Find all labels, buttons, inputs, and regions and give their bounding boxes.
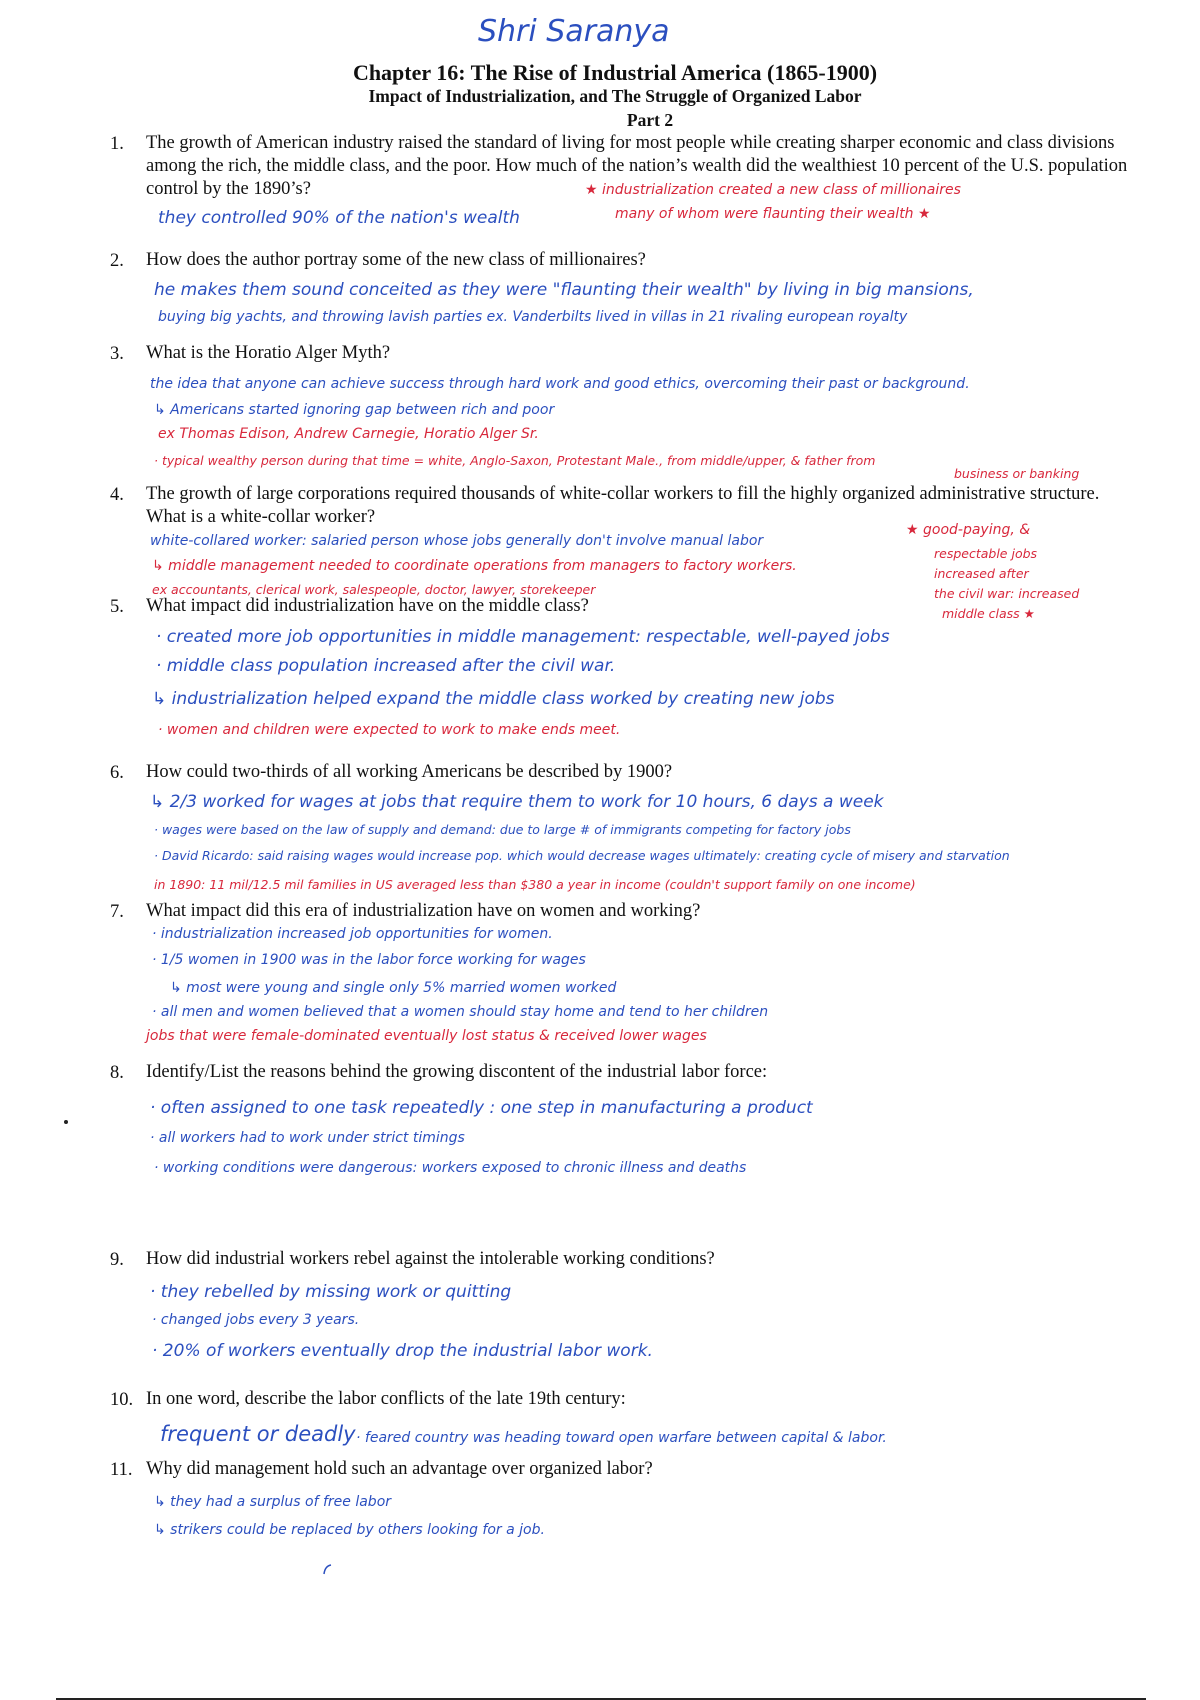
question-number: 6. (110, 763, 124, 783)
answer-line: · all men and women believed that a women should stay home and tend to her children (152, 1004, 769, 1020)
side-note: increased after (934, 566, 1029, 581)
answer-line: they controlled 90% of the nation's wealth (158, 208, 520, 228)
side-note: middle class ★ (942, 606, 1035, 621)
answer-line: he makes them sound conceited as they were "flaunting their wealth" by living in big mansions, (154, 280, 974, 300)
answer-line: · typical wealthy person during that time = white, Anglo-Saxon, Protestant Male., from middle/upper, & father from (154, 453, 876, 468)
student-name: Shri Saranya (478, 14, 670, 49)
answer-line: · industrialization increased job opportunities for women. (152, 926, 553, 942)
question-text: What is the Horatio Alger Myth? (146, 343, 391, 363)
answer-line: buying big yachts, and throwing lavish parties ex. Vanderbilts lived in villas in 21 rivaling european royalty (158, 309, 908, 325)
question-number: 2. (110, 251, 124, 271)
answer-line: ex Thomas Edison, Andrew Carnegie, Horatio Alger Sr. (158, 426, 539, 442)
question-text: How could two-thirds of all working Americans be described by 1900? (146, 762, 673, 782)
question-number: 1. (110, 134, 124, 154)
answer-line: · wages were based on the law of supply and demand: due to large # of immigrants competing for factory jobs (154, 822, 851, 837)
question-text: In one word, describe the labor conflicts of the late 19th century: (146, 1389, 626, 1409)
answer-line: · David Ricardo: said raising wages would increase pop. which would decrease wages ultimately: creating cycle of misery and starvation (154, 848, 1010, 863)
question-text: Why did management hold such an advantage over organized labor? (146, 1459, 653, 1479)
part-label: Part 2 (626, 110, 674, 130)
answer-line: ↳ most were young and single only 5% married women worked (170, 980, 617, 996)
side-note: many of whom were flaunting their wealth ★ (615, 206, 931, 222)
chapter-title: Chapter 16: The Rise of Industrial America (1865-1900) (352, 60, 878, 85)
answer-line: · 20% of workers eventually drop the industrial labor work. (152, 1341, 653, 1361)
answer-line: · all workers had to work under strict timings (150, 1130, 465, 1146)
question-number: 7. (110, 902, 124, 922)
answer-line: ↳ 2/3 worked for wages at jobs that require them to work for 10 hours, 6 days a week (150, 792, 884, 812)
question-text: The growth of American industry raised the standard of living for most people while creating sharper economic and class divisions among the rich, the middle class, and the poor. How much of the nation’s wealth did the wealthiest 10 percent of the U.S. population control by the 1890’s? (146, 133, 1128, 199)
answer-line: · 1/5 women in 1900 was in the labor force working for wages (152, 952, 586, 968)
answer-line: · they rebelled by missing work or quitting (150, 1282, 512, 1302)
question-number: 10. (110, 1390, 134, 1410)
stray-pen-mark (322, 1562, 334, 1576)
answer-line: · created more job opportunities in middle management: respectable, well-payed jobs (156, 627, 890, 647)
answer-line: business or banking (954, 466, 1080, 481)
question-number: 9. (110, 1250, 124, 1270)
question-number: 5. (110, 597, 124, 617)
question-text: What impact did this era of industrialization have on women and working? (146, 901, 701, 921)
side-note: ★ good-paying, & (906, 522, 1031, 538)
answer-line: jobs that were female-dominated eventually lost status & received lower wages (146, 1028, 707, 1044)
question-number: 4. (110, 485, 124, 505)
answer-line: · changed jobs every 3 years. (152, 1312, 360, 1328)
answer-line: ↳ strikers could be replaced by others looking for a job. (154, 1522, 545, 1538)
side-note: respectable jobs (934, 546, 1038, 561)
stray-dot (64, 1120, 68, 1124)
answer-line: · women and children were expected to work to make ends meet. (158, 722, 621, 738)
answer-line: in 1890: 11 mil/12.5 mil families in US averaged less than $380 a year in income (couldn't support family on one income) (154, 877, 916, 892)
answer-line: ex accountants, clerical work, salespeople, doctor, lawyer, storekeeper (152, 582, 596, 597)
answer-line: · working conditions were dangerous: workers exposed to chronic illness and deaths (154, 1160, 747, 1176)
answer-line: ↳ they had a surplus of free labor (154, 1494, 392, 1510)
side-note: the civil war: increased (934, 586, 1080, 601)
answer-line: · middle class population increased after the civil war. (156, 656, 616, 676)
question-number: 11. (110, 1460, 133, 1480)
side-note: ★ industrialization created a new class of millionaires (585, 182, 961, 198)
question-text: How did industrial workers rebel against the intolerable working conditions? (146, 1249, 715, 1269)
answer-line: the idea that anyone can achieve success through hard work and good ethics, overcoming their past or background. (150, 376, 970, 392)
answer-line: · feared country was heading toward open warfare between capital & labor. (356, 1430, 887, 1446)
answer-line: ↳ Americans started ignoring gap between rich and poor (154, 402, 555, 418)
answer-line: · often assigned to one task repeatedly : one step in manufacturing a product (150, 1098, 813, 1118)
question-text: The growth of large corporations required thousands of white-collar workers to fill the highly organized administrative structure. What is a white-collar worker? (146, 484, 1100, 527)
chapter-subtitle: Impact of Industrialization, and The Struggle of Organized Labor (368, 86, 862, 106)
question-number: 8. (110, 1063, 124, 1083)
question-number: 3. (110, 344, 124, 364)
answer-line: frequent or deadly (160, 1422, 356, 1446)
question-text: What impact did industrialization have on the middle class? (146, 596, 589, 616)
answer-line: ↳ industrialization helped expand the middle class worked by creating new jobs (152, 689, 835, 709)
answer-line: ↳ middle management needed to coordinate operations from managers to factory workers. (152, 558, 797, 574)
answer-line: white-collared worker: salaried person whose jobs generally don't involve manual labor (150, 533, 764, 549)
question-text: Identify/List the reasons behind the growing discontent of the industrial labor force: (146, 1062, 768, 1082)
question-text: How does the author portray some of the new class of millionaires? (146, 250, 646, 270)
